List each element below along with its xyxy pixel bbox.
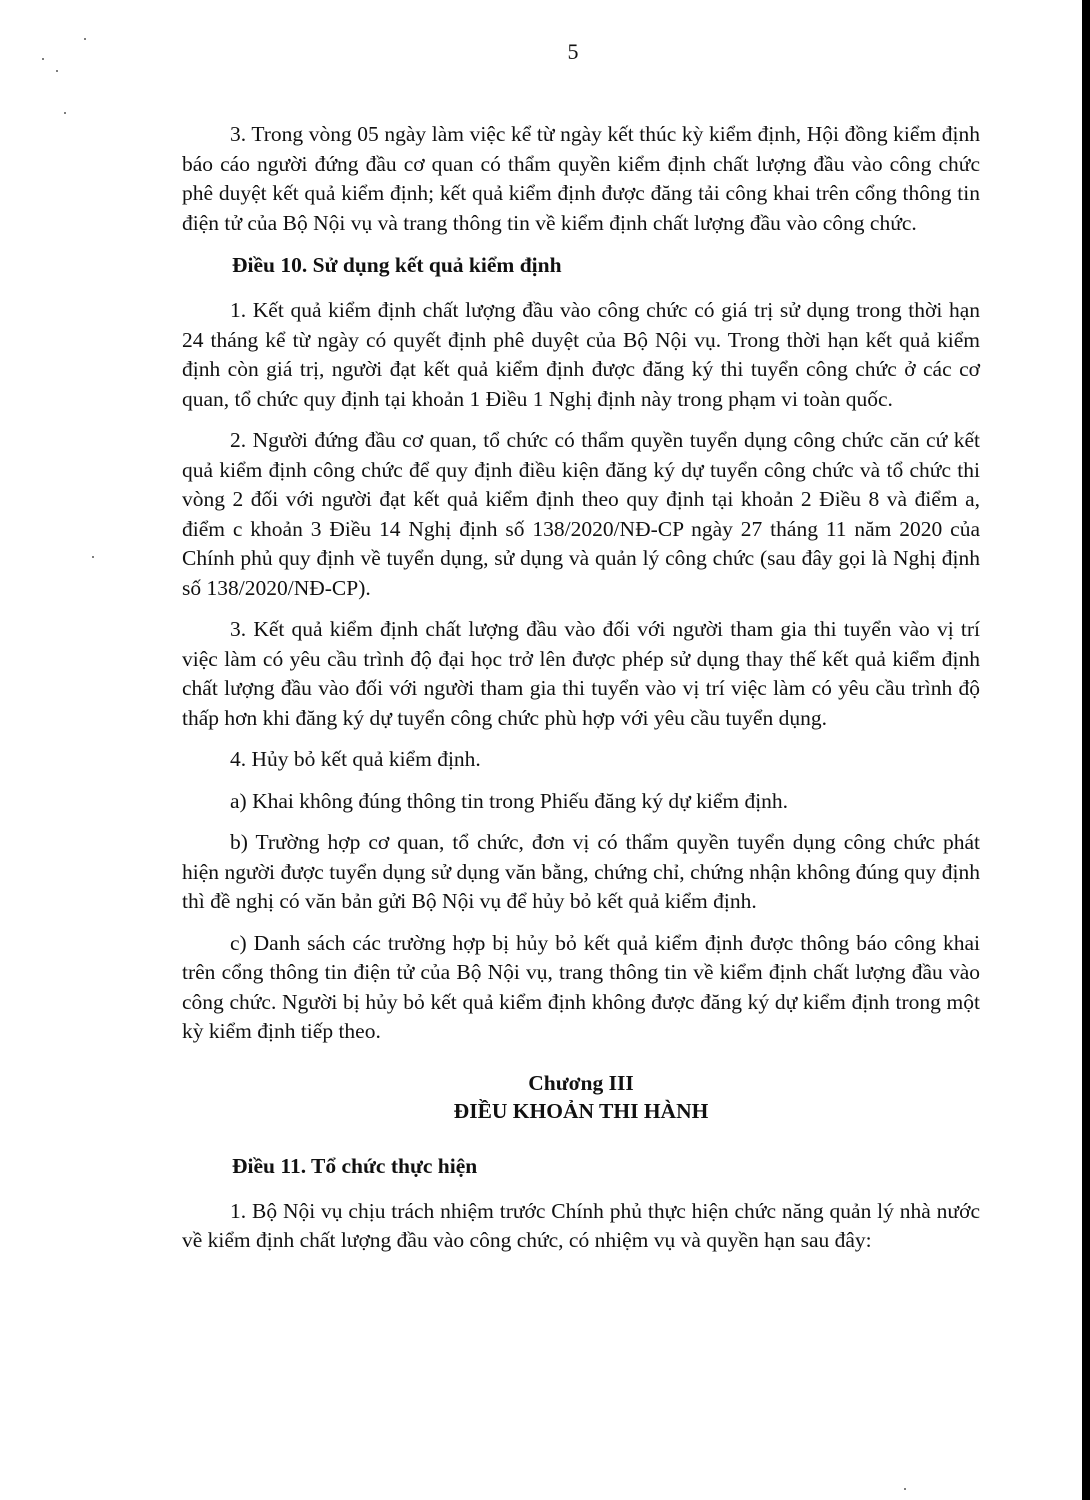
paragraph-9-3: 3. Trong vòng 05 ngày làm việc kể từ ngày kết thúc kỳ kiểm định, Hội đồng kiểm định báo cáo người đứng đầu cơ quan có thẩm quyền kiểm định chất lượng đầu vào công chức phê duyệt kết quả kiểm định; kết quả kiểm định được đăng tải công khai trên cổng thông tin điện tử của Bộ Nội vụ và trang thông tin về kiểm định chất lượng đầu vào công chức. <box>182 122 980 235</box>
scan-speck <box>92 556 94 558</box>
paragraph-10-4a: a) Khai không đúng thông tin trong Phiếu đăng ký dự kiểm định. <box>230 788 789 813</box>
paragraph-11-1: 1. Bộ Nội vụ chịu trách nhiệm trước Chính phủ thực hiện chức năng quản lý nhà nước về kiểm định chất lượng đầu vào công chức, có nhiệm vụ và quyền hạn sau đây: <box>182 1198 980 1252</box>
scan-border <box>1082 0 1090 1500</box>
scan-speck <box>64 112 66 114</box>
scan-speck <box>904 1488 906 1490</box>
scan-speck <box>56 70 58 72</box>
paragraph-10-4: 4. Hủy bỏ kết quả kiểm định. <box>230 747 481 771</box>
chapter-label: Chương III <box>528 1070 634 1095</box>
scan-speck <box>84 38 86 40</box>
chapter-heading <box>182 1069 980 1125</box>
paragraph-10-1: 1. Kết quả kiểm định chất lượng đầu vào công chức có giá trị sử dụng trong thời hạn 24 tháng kể từ ngày có quyết định phê duyệt của Bộ Nội vụ. Trong thời hạn kết quả kiểm định còn giá trị, người đạt kết quả kiểm định được đăng ký thi tuyển công chức ở các cơ quan, tổ chức quy định tại khoản 1 Điều 1 Nghị định này trong phạm vi toàn quốc. <box>182 298 980 411</box>
chapter-title: ĐIỀU KHOẢN THI HÀNH <box>453 1098 709 1123</box>
paragraph-10-3: 3. Kết quả kiểm định chất lượng đầu vào đối với người tham gia thi tuyển vào vị trí việc làm có yêu cầu trình độ đại học trở lên được phép sử dụng thay thế kết quả kiểm định chất lượng đầu vào đối với người tham gia thi tuyển vào vị trí việc làm có yêu cầu trình độ thấp hơn khi đăng ký dự tuyển công chức phù hợp với yêu cầu tuyển dụng. <box>182 617 980 730</box>
document-content <box>182 36 980 1268</box>
scan-speck <box>42 58 44 60</box>
article-10-heading: Điều 10. Sử dụng kết quả kiểm định <box>232 253 562 277</box>
article-11-heading: Điều 11. Tổ chức thực hiện <box>232 1153 478 1178</box>
paragraph-10-4b: b) Trường hợp cơ quan, tổ chức, đơn vị có thẩm quyền tuyển dụng công chức phát hiện người được tuyển dụng sử dụng văn bằng, chứng chỉ, chứng nhận không đúng quy định thì đề nghị có văn bản gửi Bộ Nội vụ để hủy bỏ kết quả kiểm định. <box>182 830 980 913</box>
paragraph-10-2: 2. Người đứng đầu cơ quan, tổ chức có thẩm quyền tuyển dụng công chức căn cứ kết quả kiểm định công chức để quy định điều kiện đăng ký dự tuyển công chức và tổ chức thi vòng 2 đối với người đạt kết quả kiểm định theo quy định tại khoản 2 Điều 8 và điểm a, điểm c khoản 3 Điều 14 Nghị định số 138/2020/NĐ-CP ngày 27 tháng 11 năm 2020 của Chính phủ quy định về tuyển dụng, sử dụng và quản lý công chức (sau đây gọi là Nghị định số 138/2020/NĐ-CP). <box>182 428 980 600</box>
paragraph-10-4c: c) Danh sách các trường hợp bị hủy bỏ kết quả kiểm định được thông báo công khai trên cổng thông tin điện tử của Bộ Nội vụ, trang thông tin về kiểm định chất lượng đầu vào công chức. Người bị hủy bỏ kết quả kiểm định không được đăng ký dự kiểm định trong một kỳ kiểm định tiếp theo. <box>182 930 980 1043</box>
page-number: 5 <box>567 39 579 64</box>
